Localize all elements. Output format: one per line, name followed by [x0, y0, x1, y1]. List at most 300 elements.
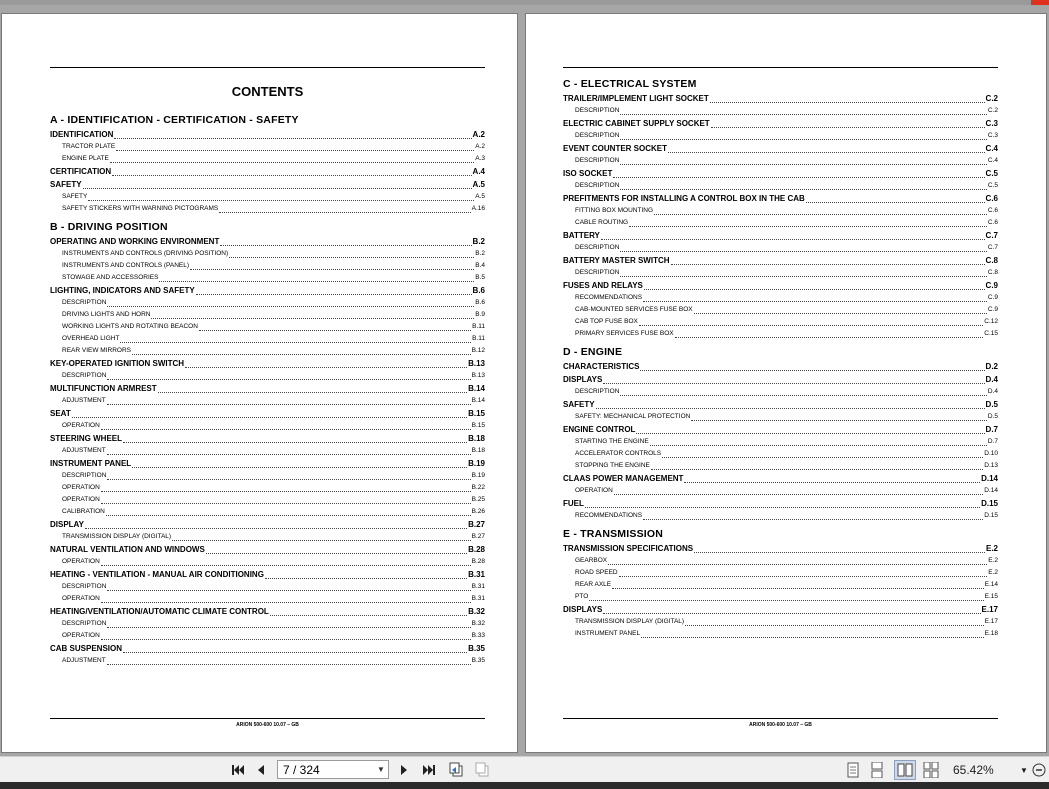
toc-page-ref: B.2 — [472, 237, 485, 246]
toc-page-ref: B.26 — [471, 508, 485, 515]
toc-entry[interactable] — [563, 497, 998, 510]
zoom-out-button[interactable] — [1031, 760, 1047, 780]
toc-entry-title: OPERATION — [62, 496, 100, 503]
toc-subentry[interactable] — [563, 242, 998, 254]
dot-leader — [691, 420, 987, 421]
toc-page-ref: D.5 — [987, 413, 998, 420]
toc-subentry[interactable] — [563, 304, 998, 316]
pdf-page-right — [525, 13, 1047, 753]
toc-page-ref: B.15 — [468, 409, 485, 418]
toc-subentry[interactable] — [563, 155, 998, 167]
dot-leader — [619, 576, 988, 577]
zoom-out-icon — [1032, 763, 1046, 777]
toc-entry-title: DISPLAY — [50, 520, 84, 529]
dot-leader — [114, 138, 471, 139]
continuous-view-button[interactable] — [869, 760, 885, 780]
toc-entry-title: SEAT — [50, 409, 71, 418]
toc-subentry[interactable] — [50, 297, 485, 309]
dot-leader — [265, 578, 467, 579]
toc-entry-title: OPERATION — [62, 558, 100, 565]
dot-leader — [608, 564, 987, 565]
toc-entry[interactable] — [563, 542, 998, 555]
toc-entry-title: ADJUSTMENT — [62, 397, 106, 404]
dot-leader — [620, 139, 986, 140]
section-heading: B - DRIVING POSITION — [50, 221, 168, 233]
toc-subentry[interactable] — [50, 556, 485, 568]
toc-page-ref: C.8 — [987, 269, 998, 276]
toc-subentry[interactable] — [563, 328, 998, 340]
toc-entry-title: INSTRUMENT PANEL — [50, 459, 132, 468]
dot-leader — [644, 289, 985, 290]
toc-page-ref: C.4 — [985, 144, 998, 153]
dot-leader — [629, 226, 987, 227]
toc-page-ref: C.2 — [985, 94, 998, 103]
toc-entry-title: STEERING WHEEL — [50, 434, 123, 443]
dot-leader — [107, 590, 470, 591]
toc-page-ref: E.14 — [984, 581, 998, 588]
previous-view-button[interactable] — [447, 760, 465, 780]
dot-leader — [620, 164, 986, 165]
dot-leader — [107, 454, 471, 455]
toc-entry[interactable] — [563, 360, 998, 373]
toc-page-ref: B.19 — [471, 472, 485, 479]
toc-entry[interactable] — [563, 117, 998, 130]
toc-subentry[interactable] — [50, 581, 485, 593]
toc-page-ref: C.4 — [987, 157, 998, 164]
toc-page-ref: D.14 — [981, 474, 998, 483]
dot-leader — [639, 325, 983, 326]
toc-subentry[interactable] — [50, 395, 485, 407]
toc-subentry[interactable] — [50, 203, 485, 215]
toc-page-ref: D.4 — [987, 388, 998, 395]
toc-entry-title: INSTRUMENTS AND CONTROLS (PANEL) — [62, 262, 190, 269]
toc-entry[interactable] — [563, 92, 998, 105]
toc-entry-title: DESCRIPTION — [575, 157, 620, 164]
toc-entry[interactable] — [563, 254, 998, 267]
dot-leader — [199, 330, 471, 331]
toc-subentry[interactable] — [50, 260, 485, 272]
toc-entry-title: OPERATION — [575, 487, 613, 494]
toc-subentry[interactable] — [563, 316, 998, 328]
toc-subentry[interactable] — [563, 217, 998, 229]
toc-entry-title: ENGINE CONTROL — [563, 425, 636, 434]
dot-leader — [589, 600, 983, 601]
toc-page-ref: B.31 — [471, 595, 485, 602]
toc-entry[interactable] — [563, 373, 998, 386]
toc-entry-title: EVENT COUNTER SOCKET — [563, 144, 668, 153]
toc-page-ref: C.2 — [987, 107, 998, 114]
toc-page-ref: D.2 — [985, 362, 998, 371]
toc-page-ref: B.31 — [468, 570, 485, 579]
dot-leader — [710, 102, 985, 103]
toc-right — [563, 72, 998, 640]
toc-entry-title: ISO SOCKET — [563, 169, 613, 178]
toc-page-ref: B.18 — [471, 447, 485, 454]
toc-subentry[interactable] — [563, 205, 998, 217]
two-page-view-button[interactable] — [894, 760, 916, 780]
dot-leader — [120, 342, 471, 343]
two-page-continuous-view-button[interactable] — [922, 760, 940, 780]
toc-subentry[interactable] — [563, 130, 998, 142]
toc-page-ref: B.11 — [472, 335, 485, 342]
dot-leader — [107, 404, 471, 405]
toc-page-ref: E.17 — [984, 618, 998, 625]
toc-subentry[interactable] — [563, 105, 998, 117]
toc-entry-title: ADJUSTMENT — [62, 657, 106, 664]
single-page-view-icon — [847, 762, 859, 778]
previous-page-button[interactable] — [253, 760, 269, 780]
dot-leader — [603, 613, 980, 614]
toc-page-ref: C.6 — [987, 207, 998, 214]
toc-page-ref: B.9 — [475, 311, 485, 318]
toc-entry-title: PREFITMENTS FOR INSTALLING A CONTROL BOX IN THE CAB — [563, 194, 805, 203]
dot-leader — [620, 189, 986, 190]
dot-leader — [123, 442, 467, 443]
toc-entry[interactable] — [50, 165, 485, 178]
section-heading: D - ENGINE — [563, 346, 623, 358]
toc-page-ref: A.5 — [475, 193, 485, 200]
two-page-view-icon — [897, 763, 913, 777]
toc-entry-title: NATURAL VENTILATION AND WINDOWS — [50, 545, 205, 554]
toc-entry-title: IDENTIFICATION — [50, 130, 114, 139]
toc-page-ref: D.7 — [985, 425, 998, 434]
toc-subentry[interactable] — [50, 420, 485, 432]
dot-leader — [711, 127, 985, 128]
two-page-continuous-view-icon — [923, 762, 939, 778]
toc-subentry[interactable] — [50, 321, 485, 333]
zoom-level[interactable]: 65.42% — [953, 763, 994, 777]
toc-entry-title: TRAILER/IMPLEMENT LIGHT SOCKET — [563, 94, 709, 103]
toc-entry-title: MULTIFUNCTION ARMREST — [50, 384, 157, 393]
toc-page-ref: E.2 — [988, 557, 998, 564]
previous-view-icon — [448, 762, 464, 778]
dot-leader — [643, 519, 983, 520]
taskbar-strip — [0, 782, 1049, 789]
dot-leader — [694, 552, 985, 553]
zoom-dropdown-icon: ▼ — [1020, 765, 1028, 775]
toc-entry-title: KEY-OPERATED IGNITION SWITCH — [50, 359, 185, 368]
dot-leader — [116, 150, 474, 151]
toc-entry-title: CAB TOP FUSE BOX — [575, 318, 638, 325]
first-page-icon — [231, 763, 245, 777]
section-heading: C - ELECTRICAL SYSTEM — [563, 78, 697, 90]
toc-entry[interactable] — [563, 167, 998, 180]
toc-entry-title: CHARACTERISTICS — [563, 362, 640, 371]
toc-entry[interactable] — [563, 192, 998, 205]
toc-entry-title: HEATING/VENTILATION/AUTOMATIC CLIMATE CONTROL — [50, 607, 269, 616]
dot-leader — [151, 318, 474, 319]
toc-subentry[interactable] — [50, 494, 485, 506]
toc-page-ref: C.15 — [984, 330, 998, 337]
toc-page-ref: B.22 — [471, 484, 485, 491]
toc-left — [50, 108, 485, 667]
toc-entry[interactable] — [563, 398, 998, 411]
toc-subentry[interactable] — [50, 191, 485, 203]
toc-subentry[interactable] — [563, 567, 998, 579]
dot-leader — [85, 528, 467, 529]
zoom-dropdown-button[interactable] — [1019, 760, 1029, 780]
dot-leader — [220, 245, 471, 246]
toc-entry-title: CALIBRATION — [62, 508, 105, 515]
toc-entry[interactable] — [50, 382, 485, 395]
toc-subentry[interactable] — [563, 180, 998, 192]
page-dropdown-icon[interactable]: ▼ — [377, 765, 385, 774]
toc-page-ref: B.35 — [471, 657, 485, 664]
last-page-icon — [422, 763, 436, 777]
toc-page-ref: E.15 — [984, 593, 998, 600]
toc-entry-title: DESCRIPTION — [575, 182, 620, 189]
dot-leader — [107, 306, 474, 307]
toc-subentry[interactable] — [563, 510, 998, 522]
toc-entry-title: DESCRIPTION — [62, 472, 107, 479]
toc-subentry[interactable] — [563, 460, 998, 472]
toc-entry-title: OPERATION — [62, 422, 100, 429]
toc-entry-title: DESCRIPTION — [575, 244, 620, 251]
toc-entry-title: CLAAS POWER MANAGEMENT — [563, 474, 684, 483]
toc-page-ref: B.33 — [471, 632, 485, 639]
toc-page-ref: B.35 — [468, 644, 485, 653]
dot-leader — [172, 540, 471, 541]
pdf-toolbar — [0, 756, 1049, 783]
dot-leader — [671, 264, 985, 265]
toc-entry[interactable] — [563, 603, 998, 616]
dot-leader — [101, 639, 471, 640]
toc-subentry[interactable] — [563, 579, 998, 591]
dot-leader — [640, 370, 984, 371]
toc-entry-title: TRANSMISSION DISPLAY (DIGITAL) — [62, 533, 172, 540]
dot-leader — [88, 200, 474, 201]
toc-entry-title: DESCRIPTION — [575, 132, 620, 139]
toc-subentry[interactable] — [50, 370, 485, 382]
toc-page-ref: B.19 — [468, 459, 485, 468]
dot-leader — [110, 162, 474, 163]
dot-leader — [585, 507, 980, 508]
toc-subentry[interactable] — [50, 272, 485, 284]
dot-leader — [158, 392, 467, 393]
toc-page-ref: B.14 — [468, 384, 485, 393]
toc-subentry[interactable] — [50, 655, 485, 667]
toc-page-ref: C.9 — [987, 294, 998, 301]
dot-leader — [694, 313, 987, 314]
toc-entry-title: SAFETY — [62, 193, 88, 200]
dot-leader — [101, 503, 471, 504]
toc-entry-title: SAFETY STICKERS WITH WARNING PICTOGRAMS — [62, 205, 219, 212]
dot-leader — [219, 212, 470, 213]
toc-subentry[interactable] — [50, 506, 485, 518]
toc-subentry[interactable] — [563, 386, 998, 398]
toc-subentry[interactable] — [563, 292, 998, 304]
dot-leader — [107, 379, 470, 380]
toc-entry-title: DESCRIPTION — [575, 269, 620, 276]
toc-entry-title: OPERATION — [62, 484, 100, 491]
section-heading: A - IDENTIFICATION - CERTIFICATION - SAFETY — [50, 114, 299, 126]
continuous-view-icon — [871, 762, 883, 778]
dot-leader — [107, 627, 470, 628]
toc-entry-title: TRANSMISSION SPECIFICATIONS — [563, 544, 694, 553]
toc-page-ref: B.2 — [475, 250, 485, 257]
toc-subentry[interactable] — [50, 153, 485, 165]
toc-entry-title: STOPPING THE ENGINE — [575, 462, 650, 469]
page-footer: ARION 500-600 10.07 – GB — [749, 722, 812, 728]
toc-page-ref: D.14 — [984, 487, 998, 494]
toc-entry-title: STARTING THE ENGINE — [575, 438, 649, 445]
toc-page-ref: B.6 — [472, 286, 485, 295]
toc-page-ref: D.15 — [984, 512, 998, 519]
dot-leader — [123, 652, 467, 653]
toc-subentry[interactable] — [563, 591, 998, 603]
dot-leader — [641, 637, 983, 638]
dot-leader — [72, 417, 467, 418]
dot-leader — [643, 301, 987, 302]
toc-entry-title: INSTRUMENT PANEL — [575, 630, 641, 637]
toc-entry-title: DESCRIPTION — [62, 299, 107, 306]
toc-entry[interactable] — [563, 423, 998, 436]
page-number-field[interactable] — [277, 760, 389, 779]
toc-entry-title: GEARBOX — [575, 557, 608, 564]
toc-entry-title: DISPLAYS — [563, 375, 603, 384]
dot-leader — [668, 152, 985, 153]
toc-entry[interactable] — [50, 407, 485, 420]
toc-page-ref: B.32 — [471, 620, 485, 627]
toc-entry-title: DRIVING LIGHTS AND HORN — [62, 311, 151, 318]
toc-page-ref: C.12 — [984, 318, 998, 325]
toc-page-ref: E.18 — [984, 630, 998, 637]
last-page-button[interactable] — [420, 760, 438, 780]
toc-entry[interactable] — [50, 235, 485, 248]
toc-entry-title: RECOMMENDATIONS — [575, 512, 643, 519]
toc-entry-title: DESCRIPTION — [62, 583, 107, 590]
toc-entry-title: SAFETY — [563, 400, 595, 409]
toc-subentry[interactable] — [563, 555, 998, 567]
toc-entry[interactable] — [50, 605, 485, 618]
toc-page-ref: B.31 — [471, 583, 485, 590]
toc-subentry[interactable] — [50, 345, 485, 357]
toc-entry[interactable] — [50, 568, 485, 581]
toc-entry-title: BATTERY MASTER SWITCH — [563, 256, 670, 265]
toc-entry-title: TRANSMISSION DISPLAY (DIGITAL) — [575, 618, 685, 625]
toc-entry-title: CAB-MOUNTED SERVICES FUSE BOX — [575, 306, 693, 313]
toc-entry[interactable] — [50, 518, 485, 531]
toc-subentry[interactable] — [50, 470, 485, 482]
toc-page-ref: C.9 — [985, 281, 998, 290]
toc-subentry[interactable] — [563, 436, 998, 448]
dot-leader — [654, 214, 987, 215]
toc-entry[interactable] — [50, 543, 485, 556]
dot-leader — [614, 494, 983, 495]
dot-leader — [603, 383, 984, 384]
toc-page-ref: B.28 — [471, 558, 485, 565]
toc-entry[interactable] — [563, 142, 998, 155]
toc-page-ref: E.17 — [981, 605, 998, 614]
toc-subentry[interactable] — [50, 248, 485, 260]
toc-entry[interactable] — [50, 178, 485, 191]
toc-entry-title: ELECTRIC CABINET SUPPLY SOCKET — [563, 119, 710, 128]
toc-page-ref: C.5 — [987, 182, 998, 189]
dot-leader — [613, 177, 984, 178]
single-page-view-button[interactable] — [845, 760, 861, 780]
toc-entry[interactable] — [50, 128, 485, 141]
next-page-button[interactable] — [396, 760, 412, 780]
toc-entry-title: PRIMARY SERVICES FUSE BOX — [575, 330, 674, 337]
dot-leader — [806, 202, 985, 203]
toc-subentry[interactable] — [50, 445, 485, 457]
toc-subentry[interactable] — [563, 267, 998, 279]
toc-page-ref: D.15 — [981, 499, 998, 508]
toc-entry[interactable] — [50, 357, 485, 370]
page-number-value: 7 / 324 — [283, 762, 320, 777]
toc-entry-title: DESCRIPTION — [62, 620, 107, 627]
toc-entry-title: SAFETY: MECHANICAL PROTECTION — [575, 413, 691, 420]
previous-page-icon — [255, 763, 267, 777]
toc-entry-title: REAR AXLE — [575, 581, 612, 588]
toc-subentry[interactable] — [563, 616, 998, 628]
toc-entry-title: CERTIFICATION — [50, 167, 112, 176]
next-view-button[interactable] — [473, 760, 491, 780]
first-page-button[interactable] — [229, 760, 247, 780]
toc-page-ref: E.2 — [985, 544, 998, 553]
toc-entry-title: DISPLAYS — [563, 605, 603, 614]
toc-page-ref: A.5 — [472, 180, 485, 189]
toc-page-ref: B.5 — [475, 274, 485, 281]
toc-page-ref: D.4 — [985, 375, 998, 384]
toc-subentry[interactable] — [563, 411, 998, 423]
toc-entry-title: DESCRIPTION — [575, 107, 620, 114]
toc-subentry[interactable] — [563, 628, 998, 640]
toc-page-ref: C.9 — [987, 306, 998, 313]
toc-entry-title: PTO — [575, 593, 589, 600]
toc-subentry[interactable] — [50, 333, 485, 345]
toc-entry[interactable] — [50, 457, 485, 470]
page-footer: ARION 500-600 10.07 – GB — [236, 722, 299, 728]
dot-leader — [675, 337, 984, 338]
toc-page-ref: C.6 — [987, 219, 998, 226]
toc-entry[interactable] — [50, 432, 485, 445]
dot-leader — [650, 445, 987, 446]
dot-leader — [107, 664, 471, 665]
toc-subentry[interactable] — [563, 485, 998, 497]
document-viewport[interactable] — [0, 5, 1049, 756]
toc-page-ref: B.32 — [468, 607, 485, 616]
toc-page-ref: C.3 — [985, 119, 998, 128]
toc-page-ref: B.15 — [471, 422, 485, 429]
toc-page-ref: D.7 — [987, 438, 998, 445]
toc-subentry[interactable] — [50, 630, 485, 642]
toc-entry[interactable] — [563, 472, 998, 485]
dot-leader — [190, 269, 474, 270]
toc-subentry[interactable] — [50, 593, 485, 605]
dot-leader — [159, 281, 474, 282]
toc-entry[interactable] — [563, 279, 998, 292]
toc-subentry[interactable] — [50, 309, 485, 321]
toc-entry-title: FITTING BOX MOUNTING — [575, 207, 653, 214]
toc-subentry[interactable] — [563, 448, 998, 460]
next-view-icon — [474, 762, 490, 778]
dot-leader — [662, 457, 983, 458]
toc-entry-title: INSTRUMENTS AND CONTROLS (DRIVING POSITION) — [62, 250, 229, 257]
toc-page-ref: C.7 — [987, 244, 998, 251]
toc-subentry[interactable] — [50, 482, 485, 494]
toc-subentry[interactable] — [50, 531, 485, 543]
toc-page-ref: A.16 — [471, 205, 485, 212]
toc-page-ref: B.18 — [468, 434, 485, 443]
toc-entry[interactable] — [563, 229, 998, 242]
toc-entry[interactable] — [50, 642, 485, 655]
toc-entry[interactable] — [50, 284, 485, 297]
toc-page-ref: A.4 — [472, 167, 485, 176]
dot-leader — [101, 429, 471, 430]
toc-subentry[interactable] — [50, 141, 485, 153]
toc-subentry[interactable] — [50, 618, 485, 630]
